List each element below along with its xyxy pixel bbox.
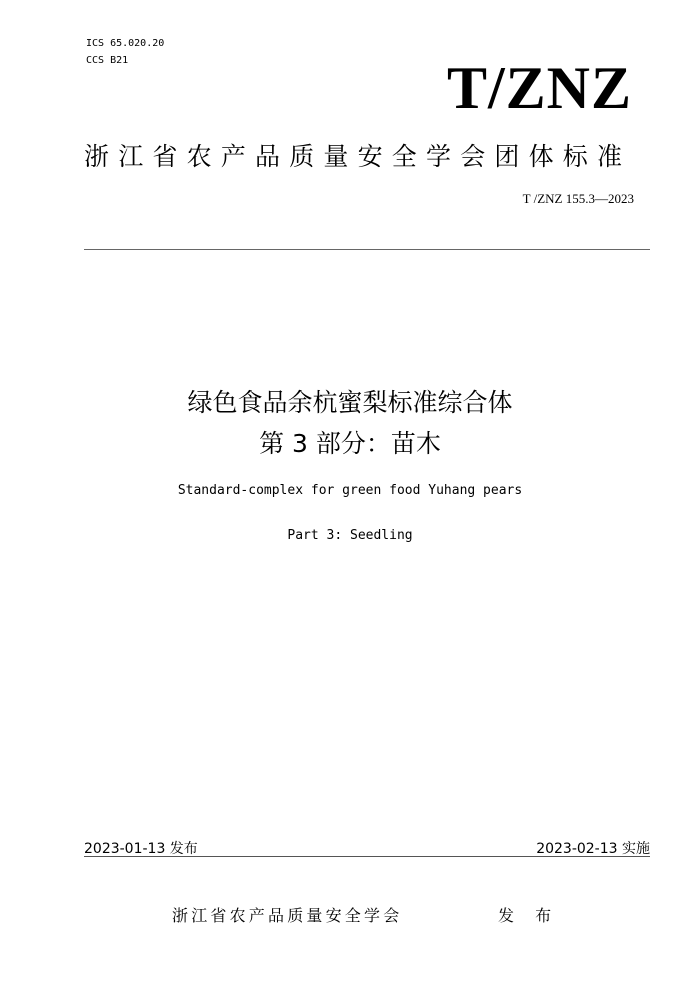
bottom-divider — [84, 856, 650, 857]
english-title: Standard-complex for green food Yuhang pears — [177, 483, 523, 498]
standard-logo: T/ZNZ — [446, 55, 632, 121]
organization-title: 浙江省农产品质量安全学会团体标准 — [84, 142, 632, 171]
english-part-title: Part 3: Seedling — [287, 528, 413, 543]
document-part-title: 第 3 部分：苗木 — [259, 429, 441, 458]
document-title: 绿色食品余杭蜜梨标准综合体 — [187, 388, 513, 417]
ics-code: ICS 65.020.20 — [86, 38, 165, 49]
implementation-date: 2023-02-13 实施 — [536, 841, 650, 857]
issue-date: 2023-01-13 发布 — [84, 841, 198, 857]
standard-number: T /ZNZ 155.3—2023 — [522, 191, 634, 206]
issue-label: 发 布 — [498, 906, 560, 925]
ccs-code: CCS B21 — [86, 55, 129, 66]
issuing-organization: 浙江省农产品质量安全学会 — [172, 906, 403, 925]
top-divider — [84, 249, 650, 250]
